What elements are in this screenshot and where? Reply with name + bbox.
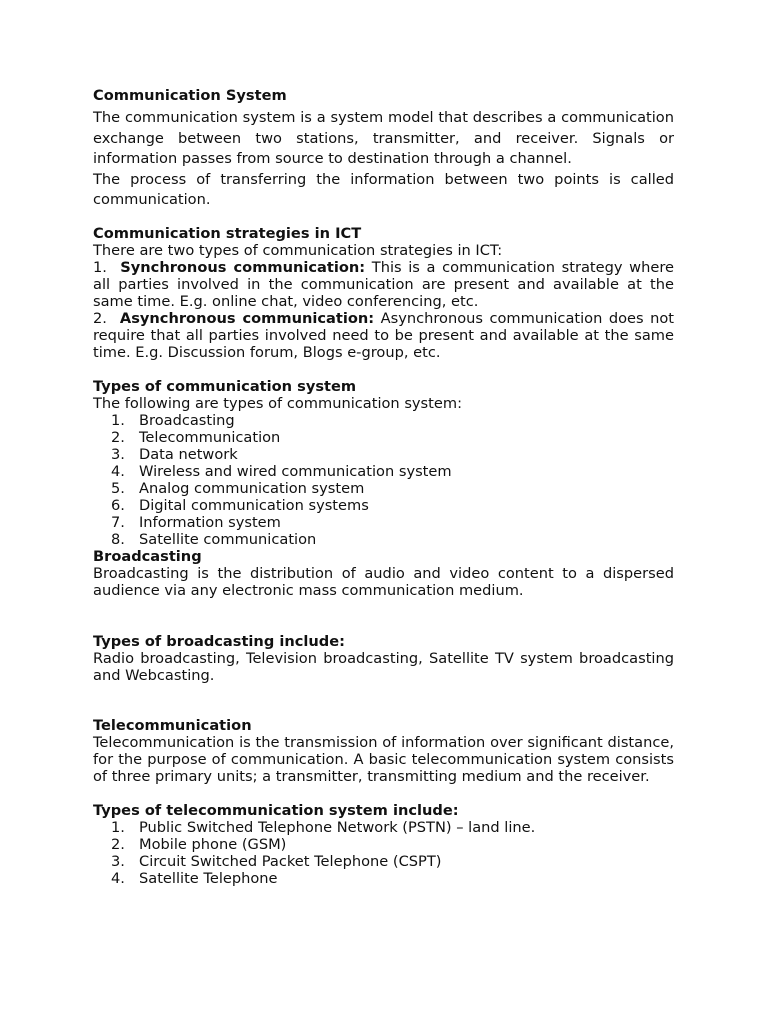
heading-telecom-types: Types of telecommunication system include:	[93, 801, 459, 819]
list-label: Digital communication systems	[139, 496, 369, 514]
list-label: Circuit Switched Packet Telephone (CSPT)	[139, 852, 442, 870]
list-item	[93, 870, 674, 887]
paragraph-telecommunication: Telecommunication is the transmission of information over significant distance, for the purpose of communication. A basic telecommunication system consists of three primary units; a transmitter, transmitting medium and the receiver.	[93, 733, 674, 785]
list-number: 4.	[111, 462, 125, 480]
telecom-types-list	[93, 819, 674, 887]
list-label: Wireless and wired communication system	[139, 462, 452, 480]
strategy-item	[93, 310, 674, 361]
list-number: 1.	[111, 411, 125, 429]
list-label: Analog communication system	[139, 479, 365, 497]
list-number: 2.	[111, 428, 125, 446]
list-number: 6.	[111, 496, 125, 514]
heading-broadcasting-types: Types of broadcasting include:	[93, 632, 345, 650]
paragraph-definition: The communication system is a system model that describes a communication exchange between two stations, transmitter, and receiver. Signals or information passes from source to destination through a channel.	[93, 109, 674, 168]
list-item	[93, 819, 674, 836]
heading-broadcasting: Broadcasting	[93, 547, 202, 565]
heading-strategies: Communication strategies in ICT	[93, 224, 362, 242]
strategy-term: Synchronous communication:	[120, 258, 366, 276]
list-item	[93, 836, 674, 853]
list-label: Information system	[139, 513, 281, 531]
list-item	[93, 531, 674, 548]
strategy-text: This is a communication strategy where all parties involved in the communication are present and available at the same time. E.g. online chat, video conferencing, etc.	[93, 258, 675, 310]
list-item	[93, 463, 674, 480]
heading-telecommunication: Telecommunication	[93, 716, 252, 734]
list-item	[93, 480, 674, 497]
strategy-number: 1.	[93, 258, 107, 276]
strategy-number: 2.	[93, 309, 107, 327]
list-label: Data network	[139, 445, 238, 463]
list-number: 3.	[111, 852, 125, 870]
list-item	[93, 853, 674, 870]
strategy-term: Asynchronous communication:	[119, 309, 375, 327]
list-label: Telecommunication	[139, 428, 281, 446]
strategy-text: Asynchronous communication does not require that all parties involved need to be present and available at the same time. E.g. Discussion forum, Blogs e-group, etc.	[93, 309, 674, 361]
list-item	[93, 429, 674, 446]
paragraph-broadcasting-types: Radio broadcasting, Television broadcasting, Satellite TV system broadcasting and Webcasting.	[93, 649, 674, 684]
types-list	[93, 412, 674, 548]
list-number: 1.	[111, 818, 125, 836]
list-label: Satellite communication	[139, 530, 317, 548]
list-number: 7.	[111, 513, 125, 531]
list-number: 5.	[111, 479, 125, 497]
document-body	[93, 86, 674, 887]
heading-types-communication: Types of communication system	[93, 377, 357, 395]
strategy-item	[93, 259, 674, 310]
list-label: Satellite Telephone	[139, 869, 278, 887]
list-label: Mobile phone (GSM)	[139, 835, 287, 853]
paragraph-process: The process of transferring the information between two points is called communication.	[93, 170, 674, 209]
list-item	[93, 446, 674, 463]
list-item	[93, 412, 674, 429]
list-number: 2.	[111, 835, 125, 853]
list-item	[93, 497, 674, 514]
list-number: 3.	[111, 445, 125, 463]
list-label: Broadcasting	[139, 411, 235, 429]
list-label: Public Switched Telephone Network (PSTN) – land line.	[139, 818, 536, 836]
heading-communication-system: Communication System	[93, 87, 287, 104]
paragraph-broadcasting: Broadcasting is the distribution of audio and video content to a dispersed audience via any electronic mass communication medium.	[93, 564, 674, 599]
list-number: 8.	[111, 530, 125, 548]
paragraph-strategies-intro: There are two types of communication strategies in ICT:	[93, 241, 503, 259]
list-item	[93, 514, 674, 531]
list-number: 4.	[111, 869, 125, 887]
paragraph-types-intro: The following are types of communication system:	[93, 394, 462, 412]
